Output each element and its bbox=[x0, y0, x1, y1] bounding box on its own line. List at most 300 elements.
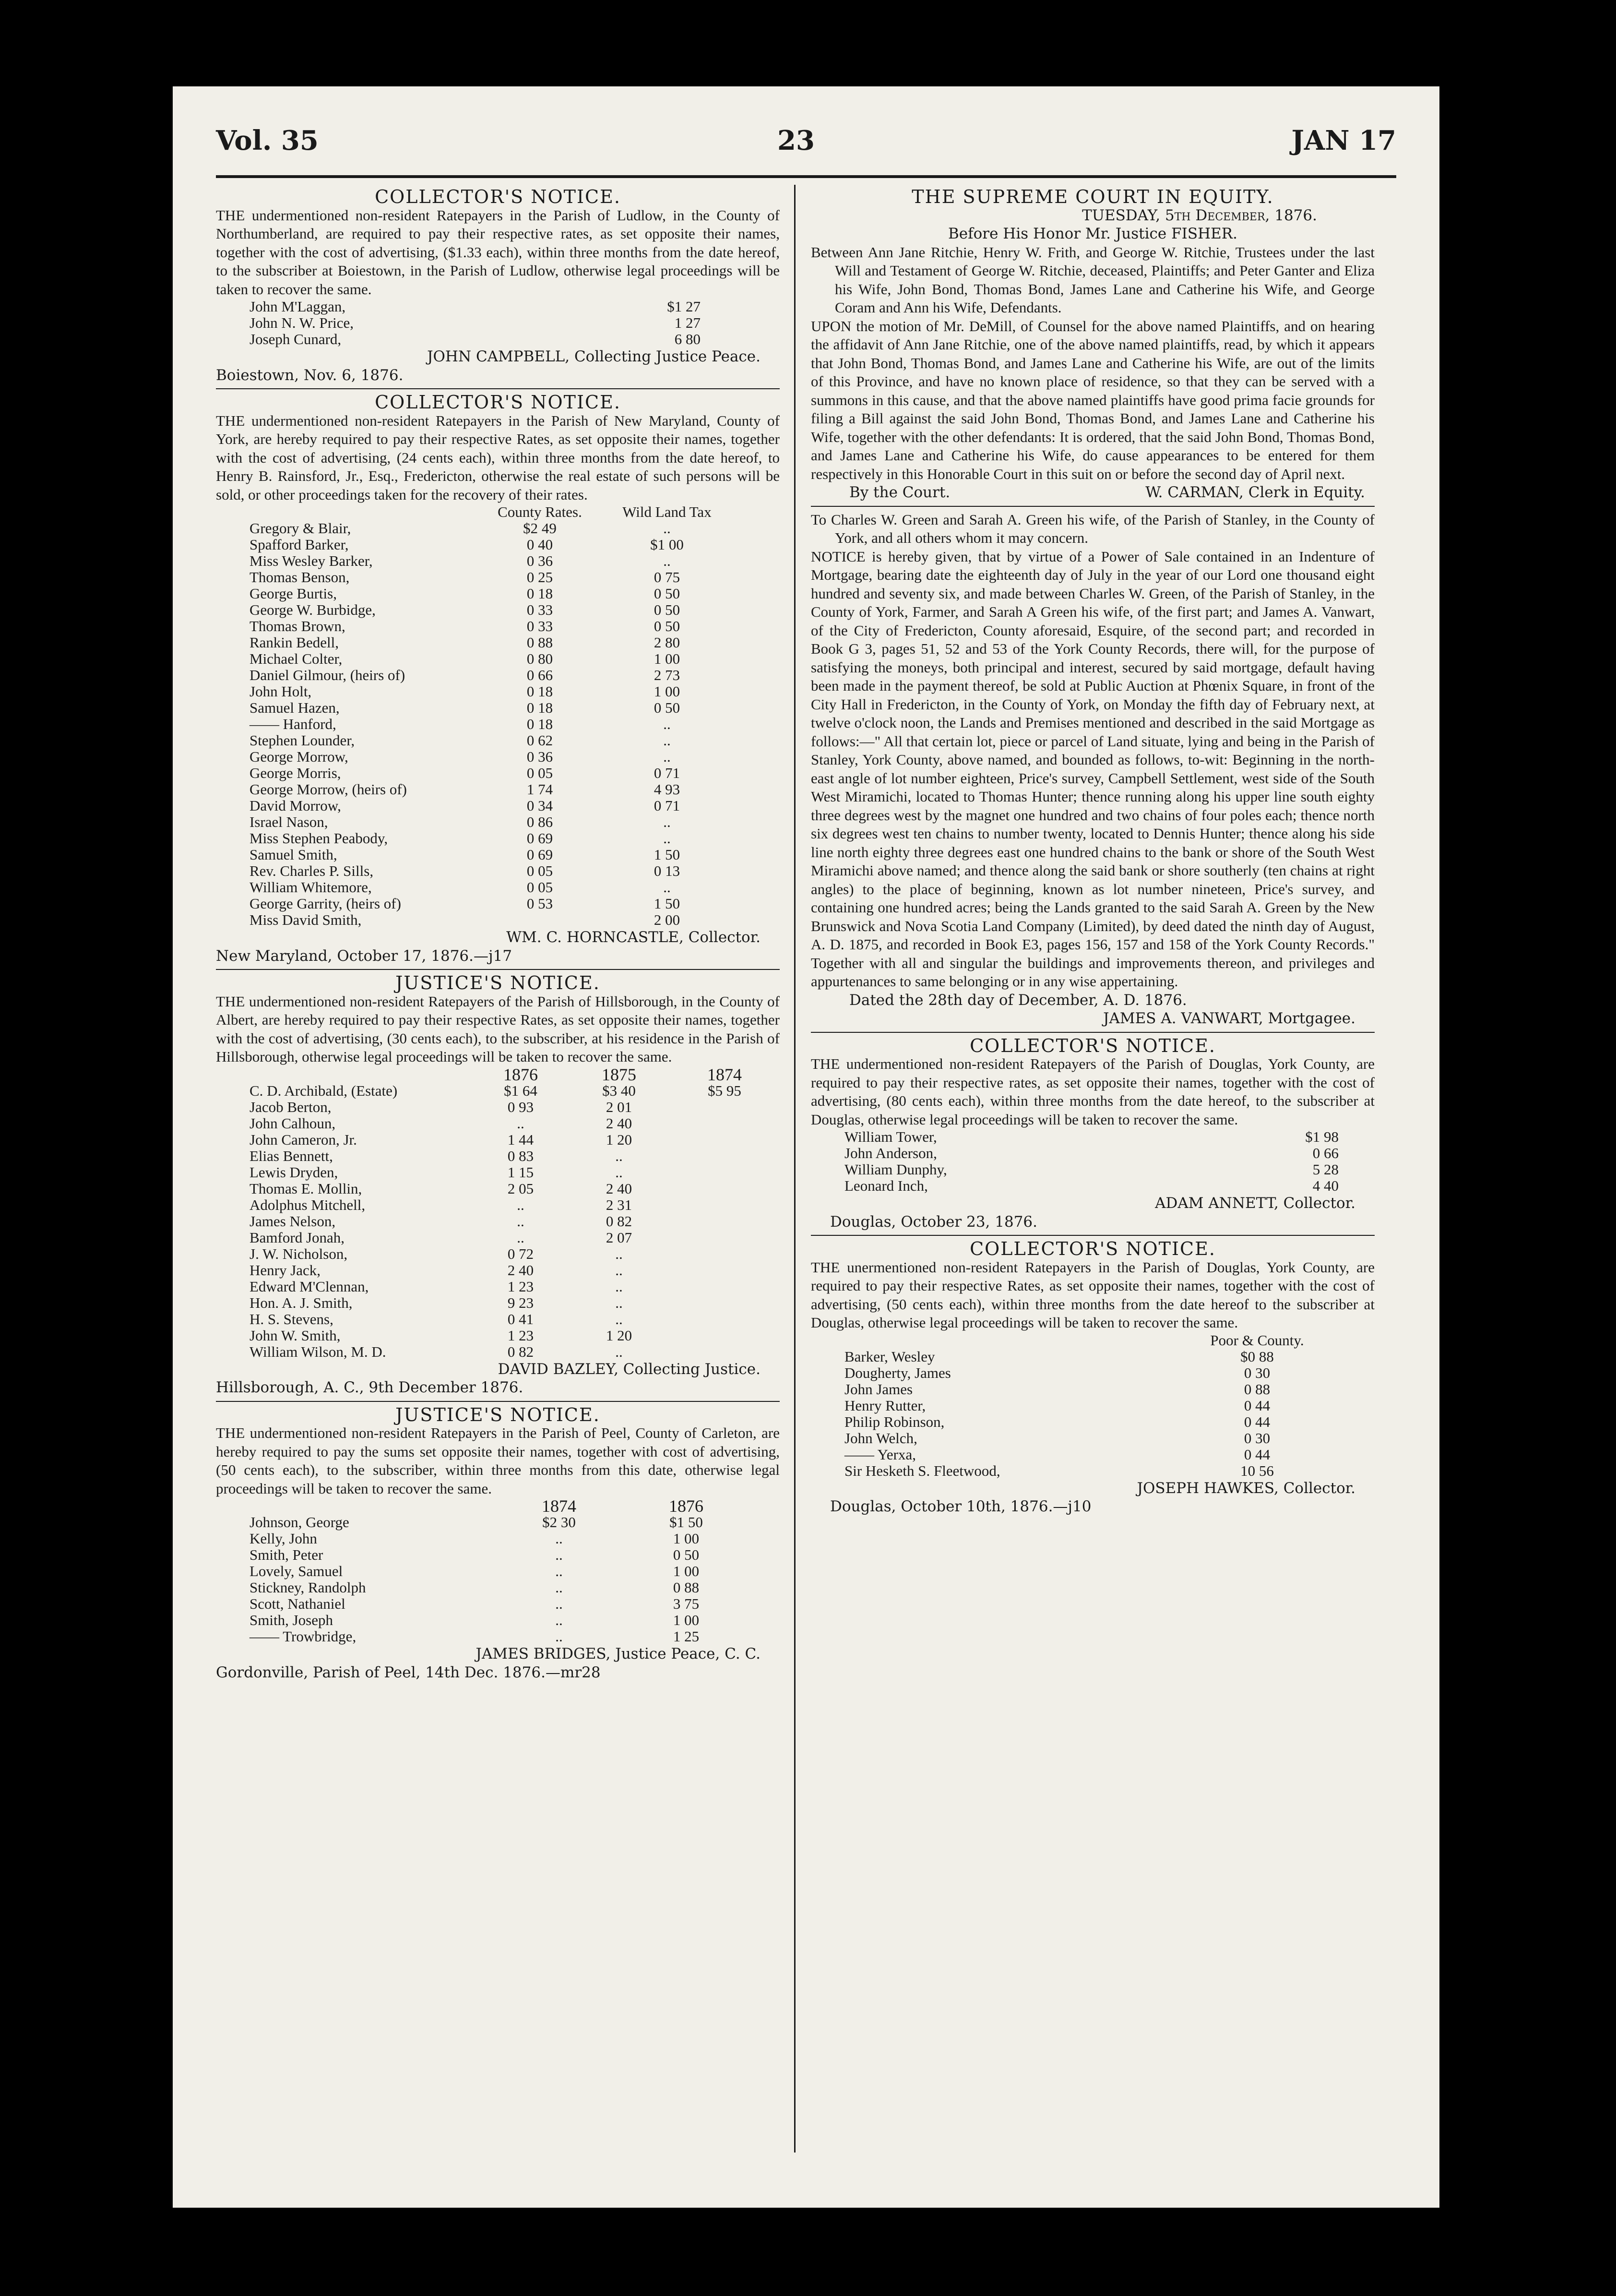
ratepayer-name: William Whitemore, bbox=[250, 879, 372, 896]
table-row bbox=[216, 683, 739, 700]
ratepayer-name: C. D. Archibald, (Estate) bbox=[250, 1082, 398, 1099]
rate-1874: .. bbox=[555, 1530, 563, 1547]
ratepayer-name: Bamford Jonah, bbox=[250, 1229, 345, 1246]
rate-1876: 1 23 bbox=[507, 1327, 534, 1344]
section-rule bbox=[811, 506, 1375, 507]
notice-ludlow bbox=[216, 188, 780, 384]
table-row bbox=[216, 749, 739, 765]
wild-land-tax: 1 50 bbox=[654, 846, 680, 863]
rate-amount: 1 27 bbox=[674, 314, 701, 331]
rate-1875: 1 20 bbox=[606, 1327, 632, 1344]
column-header: Wild Land Tax bbox=[622, 503, 712, 520]
table-row bbox=[216, 618, 739, 634]
table-row bbox=[216, 912, 739, 928]
rate-amount: 5 28 bbox=[1312, 1161, 1339, 1178]
section-rule bbox=[216, 388, 780, 389]
ratepayer-name: Dougherty, James bbox=[844, 1364, 951, 1381]
rate-1875: .. bbox=[615, 1310, 623, 1327]
rate-1874 bbox=[672, 1099, 777, 1115]
wild-land-tax: $1 00 bbox=[650, 536, 684, 553]
rate-1876: 9 23 bbox=[507, 1294, 534, 1311]
rate-1874: .. bbox=[555, 1612, 563, 1628]
rates-table bbox=[811, 1129, 1339, 1194]
wild-land-tax: .. bbox=[663, 748, 671, 765]
ratepayer-name: George Morris, bbox=[250, 765, 341, 781]
rate-amount: 0 30 bbox=[1244, 1429, 1271, 1447]
rates-table bbox=[811, 1332, 1319, 1479]
wild-land-tax: 0 50 bbox=[654, 585, 680, 602]
notice-signature: JOSEPH HAWKES, Collector. bbox=[1137, 1479, 1355, 1497]
rate-1874 bbox=[672, 1344, 777, 1360]
table-row bbox=[216, 1164, 777, 1181]
wild-land-tax: 0 50 bbox=[654, 601, 680, 618]
rate-1874: .. bbox=[555, 1628, 563, 1645]
table-row bbox=[811, 1365, 1319, 1381]
rate-amount: 10 56 bbox=[1240, 1462, 1274, 1479]
ratepayer-name: John James bbox=[844, 1380, 913, 1398]
rate-amount: 0 88 bbox=[1244, 1380, 1271, 1398]
table-row bbox=[216, 863, 739, 879]
wild-land-tax: 1 00 bbox=[654, 650, 680, 667]
ratepayer-name: Barker, Wesley bbox=[844, 1348, 935, 1365]
table-row bbox=[811, 1447, 1319, 1463]
table-row bbox=[216, 781, 739, 798]
ratepayer-name: H. S. Stevens, bbox=[250, 1310, 333, 1327]
notice-title: COLLECTOR'S NOTICE. bbox=[375, 186, 621, 207]
rate-1874 bbox=[672, 1164, 777, 1181]
ratepayer-name: Israel Nason, bbox=[250, 813, 328, 830]
table-row bbox=[216, 1083, 777, 1099]
ratepayer-name: Lewis Dryden, bbox=[250, 1163, 338, 1181]
wild-land-tax: 4 93 bbox=[654, 781, 680, 798]
notice-text: THE undermentioned non-resident Ratepayers in the Parish of Ludlow, in the County of Northumberland, are required to pay their respective rates, as set opposite their names, together with the cost of advertising, ($1.33 each), within three months from the date hereof, to the subscriber at Boiestown, in the Parish of Ludlow, otherwise legal proceedings will be taken to recover the same. bbox=[216, 206, 780, 298]
table-row bbox=[216, 1115, 777, 1132]
wild-land-tax: .. bbox=[663, 732, 671, 749]
mortgage-text: NOTICE is hereby given, that by virtue of a Power of Sale contained in an Indenture of Mortgage, bearing date the eighteenth day of July in the year of our Lord one thousand eight hundred and seventy six, and made between Charles W. Green, of the Parish of Stanley, in the County of York, Farmer, and Sarah A Green his wife, of the first part; and James A. Vanwart, of the City of Fredericton, County aforesaid, Esquire, of the second part; and recorded in Book G 3, pages 51, 52 and 53 of the York County Records, there will, for the purpose of satisfying the moneys, both principal and interest, secured by said mortgage, default having been made in the payment thereof, be sold at Public Auction at Phœnix Square, in front of the City Hall in Fredericton, in the County of York, on Monday the fifth day of February next, at twelve o'clock noon, the Lands and Premises mentioned and described in the said Mortgage as follows:—" All that certain lot, piece or parcel of Land situate, lying and being in the Parish of Stanley, York County, above named, and bounded as follows, to-wit: Beginning in the north-east angle of lot number eighteen, Price's survey, Campbell Settlement, west side of the South West Miramichi, located to Thomas Hunter; thence running along his upper line south eighty three degrees west by the magnet one hundred and two chains of four poles each; thence north six degrees west ten chains to number twenty, located to Dennis Hunter; thence along his side line north eighty three degrees east one hundred chains to the bank or shore of the South West Miramichi above named; and thence along the said bank or shore southerly (ten chains at right angles) to the place of beginning, known as lot number nineteen, Price's survey, and containing one hundred acres; being the Lands granted to the said Sarah A. Green by the New Brunswick and Nova Scotia Land Company (Limited), by deed dated the ninth day of August, A. D. 1875, and recorded in Book E3, pages 156, 157 and 158 of the York County Records." Together with all and singular the buildings and improvements thereon, and privileges and appurtenances to same belonging or in any wise appertaining. bbox=[811, 548, 1375, 990]
table-row bbox=[811, 1414, 1319, 1430]
column-header: Poor & County. bbox=[1210, 1331, 1304, 1349]
rate-amount: $1 27 bbox=[667, 298, 701, 315]
table-row bbox=[216, 732, 739, 749]
rate-1874 bbox=[672, 1327, 777, 1344]
county-rate: 0 18 bbox=[526, 699, 553, 716]
table-row bbox=[216, 1628, 758, 1645]
wild-land-tax: .. bbox=[663, 520, 671, 537]
ratepayer-name: Hon. A. J. Smith, bbox=[250, 1294, 353, 1311]
ratepayer-name: Rev. Charles P. Sills, bbox=[250, 862, 374, 879]
wild-land-tax: 0 75 bbox=[654, 569, 680, 586]
rate-1876: $1 50 bbox=[669, 1514, 703, 1531]
ratepayer-name: Miss David Smith, bbox=[250, 911, 362, 928]
wild-land-tax: 2 00 bbox=[654, 911, 680, 928]
county-rate: 0 05 bbox=[526, 879, 553, 896]
county-rate: 0 05 bbox=[526, 862, 553, 879]
county-rate: 0 80 bbox=[526, 650, 553, 667]
ratepayer-name: J. W. Nicholson, bbox=[250, 1245, 348, 1262]
rate-1876: $1 64 bbox=[504, 1082, 537, 1099]
rate-1874 bbox=[672, 1148, 777, 1164]
rate-amount: 4 40 bbox=[1312, 1177, 1339, 1194]
notice-signature: ADAM ANNETT, Collector. bbox=[1155, 1195, 1355, 1212]
county-rate: 1 74 bbox=[526, 781, 553, 798]
county-rate: 0 34 bbox=[526, 797, 553, 814]
table-row bbox=[216, 1181, 777, 1197]
table-row bbox=[216, 798, 739, 814]
notice-dateline: Douglas, October 23, 1876. bbox=[830, 1213, 1038, 1231]
rate-1876: 1 23 bbox=[507, 1278, 534, 1295]
ratepayer-name: William Wilson, M. D. bbox=[250, 1343, 386, 1360]
mortgage-dated: Dated the 28th day of December, A. D. 1876. bbox=[849, 991, 1187, 1009]
rate-1876: 2 40 bbox=[507, 1261, 534, 1279]
ratepayer-name: Miss Stephen Peabody, bbox=[250, 830, 388, 847]
table-row bbox=[216, 1148, 777, 1164]
notice-signature: DAVID BAZLEY, Collecting Justice. bbox=[498, 1360, 760, 1378]
ratepayer-name: Kelly, John bbox=[250, 1530, 317, 1547]
column-header: County Rates. bbox=[498, 503, 582, 520]
rate-1875: 2 40 bbox=[606, 1114, 632, 1132]
ratepayer-name: John W. Smith, bbox=[250, 1327, 341, 1344]
left-column bbox=[216, 185, 780, 1682]
rate-1876: 1 00 bbox=[673, 1530, 700, 1547]
rate-1876: 1 15 bbox=[507, 1163, 534, 1181]
ratepayer-name: George W. Burbidge, bbox=[250, 601, 376, 618]
ratepayer-name: Stephen Lounder, bbox=[250, 732, 355, 749]
notice-signature: JAMES BRIDGES, Justice Peace, C. C. bbox=[475, 1645, 760, 1662]
mortgage-signature: JAMES A. VANWART, Mortgagee. bbox=[1103, 1010, 1355, 1027]
county-rate bbox=[485, 912, 595, 928]
table-row bbox=[216, 830, 739, 847]
ratepayer-name: John Calhoun, bbox=[250, 1114, 336, 1132]
rate-1874 bbox=[672, 1181, 777, 1197]
table-row bbox=[216, 537, 739, 553]
ratepayer-name: Daniel Gilmour, (heirs of) bbox=[250, 667, 405, 683]
rate-1876: 1 44 bbox=[507, 1131, 534, 1148]
table-row bbox=[811, 1430, 1319, 1447]
table-row bbox=[811, 1398, 1319, 1414]
table-row bbox=[216, 1262, 777, 1279]
rate-1875: 0 82 bbox=[606, 1212, 632, 1230]
right-column bbox=[811, 185, 1375, 1516]
ratepayer-name: Philip Robinson, bbox=[844, 1413, 945, 1430]
notice-text: THE undermentioned non-resident Ratepayers in the Parish of Peel, County of Carleton, are hereby required to pay the sums set opposite their names, together with cost of advertising, (50 cents each), to the subscriber, within three months from this date, otherwise legal proceedings will be taken to recover the same. bbox=[216, 1424, 780, 1497]
ratepayer-name: Samuel Hazen, bbox=[250, 699, 340, 716]
ratepayer-name: John Cameron, Jr. bbox=[250, 1131, 357, 1148]
county-rate: 0 33 bbox=[526, 618, 553, 634]
supreme-court-notice bbox=[811, 188, 1375, 502]
table-row bbox=[216, 1279, 777, 1295]
table-row bbox=[216, 1099, 777, 1115]
rate-amount: 0 30 bbox=[1244, 1364, 1271, 1381]
ratepayer-name: John Anderson, bbox=[844, 1145, 937, 1161]
table-header bbox=[216, 504, 739, 520]
court-order-text: UPON the motion of Mr. DeMill, of Counsel for the above named Plaintiffs, and on hearing the affidavit of Ann Jane Ritchie, one of the above named plaintiffs, read, by which it appears that John Bond, Thomas Bond, and James Lane and Catherine his Wife, are out of the limits of this Province, and have no known place of residence, so that they can be served with a summons in this cause, and that the above named plaintiffs have good prima facie grounds for filing a Bill against the said John Bond, Thomas Bond, and James Lane and Catherine his Wife, together with the other defendants: It is ordered, that the said John Bond, Thomas Bond, and James Lane and Catherine his Wife, do cause appearances to be entered for them respectively in this Honorable Court in this suit on or before the second day of April next. bbox=[811, 317, 1375, 482]
notice-text: THE undermentioned non-resident Ratepayers of the Parish of Hillsborough, in the County of Albert, are hereby required to pay their respective Rates, as set opposite their names, together with the cost of advertising, (30 cents each), to the subscriber, at his residence in the Parish of Hillsborough, otherwise legal proceedings will be taken to recover the same. bbox=[216, 993, 780, 1065]
table-row bbox=[811, 1145, 1339, 1161]
table-row bbox=[216, 1327, 777, 1344]
notice-douglas-2 bbox=[811, 1240, 1375, 1516]
ratepayer-name: Miss Wesley Barker, bbox=[250, 552, 373, 569]
section-rule bbox=[811, 1032, 1375, 1033]
notice-signature: JOHN CAMPBELL, Collecting Justice Peace. bbox=[427, 348, 760, 365]
rate-1876: 0 41 bbox=[507, 1310, 534, 1327]
rates-table bbox=[216, 504, 739, 928]
county-rate: 0 88 bbox=[526, 634, 553, 651]
table-row bbox=[216, 553, 739, 569]
county-rate: 0 40 bbox=[526, 536, 553, 553]
wild-land-tax: 0 71 bbox=[654, 797, 680, 814]
ratepayer-name: Henry Rutter, bbox=[844, 1397, 926, 1414]
county-rate: $2 49 bbox=[523, 520, 557, 537]
ratepayer-name: —— Yerxa, bbox=[844, 1446, 916, 1463]
notice-title: COLLECTOR'S NOTICE. bbox=[970, 1035, 1216, 1056]
wild-land-tax: .. bbox=[663, 552, 671, 569]
table-row bbox=[216, 634, 739, 651]
table-row bbox=[216, 569, 739, 586]
notice-hillsborough bbox=[216, 974, 780, 1397]
table-row bbox=[811, 1129, 1339, 1145]
ratepayer-name: Sir Hesketh S. Fleetwood, bbox=[844, 1462, 1000, 1479]
county-rate: 0 69 bbox=[526, 846, 553, 863]
notice-dateline: New Maryland, October 17, 1876.—j17 bbox=[216, 947, 512, 965]
rate-1874 bbox=[672, 1115, 777, 1132]
rate-1876: 0 82 bbox=[507, 1343, 534, 1360]
table-row bbox=[216, 814, 739, 830]
rate-1876: .. bbox=[517, 1114, 524, 1132]
rate-amount: 6 80 bbox=[674, 331, 701, 347]
rate-1874 bbox=[672, 1197, 777, 1213]
rate-1874 bbox=[672, 1246, 777, 1262]
court-title: THE SUPREME COURT IN EQUITY. bbox=[912, 186, 1274, 207]
ratepayer-name: Smith, Peter bbox=[250, 1546, 323, 1563]
wild-land-tax: .. bbox=[663, 830, 671, 847]
ratepayer-name: Lovely, Samuel bbox=[250, 1563, 343, 1579]
table-row bbox=[216, 896, 739, 912]
ratepayer-name: Edward M'Clennan, bbox=[250, 1278, 369, 1295]
rate-1875: .. bbox=[615, 1294, 623, 1311]
wild-land-tax: .. bbox=[663, 716, 671, 732]
county-rate: 0 05 bbox=[526, 765, 553, 781]
notice-dateline: Hillsborough, A. C., 9th December 1876. bbox=[216, 1379, 523, 1396]
ratepayer-name: —— Hanford, bbox=[250, 716, 336, 732]
ratepayer-name: Scott, Nathaniel bbox=[250, 1595, 345, 1612]
county-rate: 0 66 bbox=[526, 667, 553, 683]
column-divider bbox=[794, 185, 796, 2152]
year-header: 1876 bbox=[503, 1064, 538, 1084]
year-header: 1876 bbox=[669, 1496, 703, 1516]
table-row bbox=[811, 1381, 1319, 1398]
rate-1874: .. bbox=[555, 1546, 563, 1563]
gazette-page bbox=[173, 86, 1439, 2208]
rate-1876: .. bbox=[517, 1229, 524, 1246]
table-row bbox=[216, 847, 739, 863]
table-header bbox=[216, 1498, 758, 1514]
ratepayer-name: Samuel Smith, bbox=[250, 846, 337, 863]
rate-1874 bbox=[672, 1279, 777, 1295]
ratepayer-name: David Morrow, bbox=[250, 797, 341, 814]
rate-1875: .. bbox=[615, 1278, 623, 1295]
table-row bbox=[216, 1563, 758, 1579]
year-header: 1875 bbox=[602, 1064, 636, 1084]
rate-1874 bbox=[672, 1295, 777, 1311]
rate-1874 bbox=[672, 1132, 777, 1148]
ratepayer-name: George Burtis, bbox=[250, 585, 337, 602]
page-header bbox=[216, 125, 1396, 173]
rate-1874 bbox=[672, 1213, 777, 1230]
rate-1875: .. bbox=[615, 1163, 623, 1181]
section-rule bbox=[216, 969, 780, 970]
ratepayer-name: —— Trowbridge, bbox=[250, 1628, 356, 1645]
rate-amount: $0 88 bbox=[1240, 1348, 1274, 1365]
table-row bbox=[216, 879, 739, 896]
table-row bbox=[216, 1311, 777, 1327]
ratepayer-name: John Holt, bbox=[250, 683, 312, 700]
court-clerk: W. CARMAN, Clerk in Equity. bbox=[1145, 484, 1365, 501]
ratepayer-name: William Tower, bbox=[844, 1128, 937, 1145]
ratepayer-name: Stickney, Randolph bbox=[250, 1579, 366, 1596]
ratepayer-name: Spafford Barker, bbox=[250, 536, 349, 553]
rate-1876: 0 50 bbox=[673, 1546, 700, 1563]
ratepayer-name: Rankin Bedell, bbox=[250, 634, 339, 651]
notice-text: THE unermentioned non-resident Ratepayers in the Parish of Douglas, York County, are required to pay their respective Rates, as set opposite their names, together with the cost of advertising, (50 cents each), within three months from the date hereof to the subscriber at Douglas, otherwise legal proceedings will be taken to recover the same. bbox=[811, 1258, 1375, 1331]
ratepayer-name: Jacob Berton, bbox=[250, 1098, 332, 1115]
rate-amount: 0 44 bbox=[1244, 1446, 1271, 1463]
ratepayer-name: George Morrow, (heirs of) bbox=[250, 781, 407, 798]
county-rate: 0 18 bbox=[526, 683, 553, 700]
table-row bbox=[216, 1344, 777, 1360]
rates-table bbox=[216, 299, 701, 347]
table-row bbox=[216, 1132, 777, 1148]
wild-land-tax: .. bbox=[663, 813, 671, 830]
table-row bbox=[811, 1349, 1319, 1365]
table-row bbox=[216, 1295, 777, 1311]
ratepayer-name: Gregory & Blair, bbox=[250, 520, 351, 537]
ratepayer-name: Adolphus Mitchell, bbox=[250, 1196, 366, 1213]
notice-new-maryland bbox=[216, 393, 780, 965]
notice-title: JUSTICE'S NOTICE. bbox=[395, 1404, 600, 1425]
table-row bbox=[216, 1547, 758, 1563]
ratepayer-name: Johnson, George bbox=[250, 1514, 349, 1531]
rate-1876: 1 25 bbox=[673, 1628, 700, 1645]
wild-land-tax: 1 00 bbox=[654, 683, 680, 700]
county-rate: 0 69 bbox=[526, 830, 553, 847]
rate-amount: 0 44 bbox=[1244, 1397, 1271, 1414]
notice-peel bbox=[216, 1406, 780, 1682]
table-row bbox=[216, 586, 739, 602]
rate-1875: .. bbox=[615, 1245, 623, 1262]
rate-amount: $1 98 bbox=[1305, 1128, 1339, 1145]
notice-dateline: Douglas, October 10th, 1876.—j10 bbox=[830, 1498, 1092, 1515]
ratepayer-name: John M'Laggan, bbox=[250, 298, 346, 315]
rate-1875: 2 40 bbox=[606, 1180, 632, 1197]
ratepayer-name: John Welch, bbox=[844, 1429, 917, 1447]
ratepayer-name: George Morrow, bbox=[250, 748, 348, 765]
table-row bbox=[216, 1197, 777, 1213]
table-row bbox=[216, 1213, 777, 1230]
rate-1876: 0 93 bbox=[507, 1098, 534, 1115]
wild-land-tax: 0 71 bbox=[654, 765, 680, 781]
wild-land-tax: 0 50 bbox=[654, 618, 680, 634]
table-row bbox=[216, 331, 701, 347]
table-row bbox=[216, 716, 739, 732]
rate-1875: 1 20 bbox=[606, 1131, 632, 1148]
court-judge: Before His Honor Mr. Justice FISHER. bbox=[948, 225, 1237, 242]
table-row bbox=[216, 1579, 758, 1596]
rate-1874 bbox=[672, 1311, 777, 1327]
ratepayer-name: James Nelson, bbox=[250, 1212, 336, 1230]
table-row bbox=[216, 602, 739, 618]
ratepayer-name: Smith, Joseph bbox=[250, 1612, 333, 1628]
rate-1875: .. bbox=[615, 1343, 623, 1360]
wild-land-tax: 1 50 bbox=[654, 895, 680, 912]
court-parties: Between Ann Jane Ritchie, Henry W. Frith, and George W. Ritchie, Trustees under the last Will and Testament of George W. Ritchie, deceased, Plaintiffs; and Peter Ganter and Eliza his Wife, John Bond, Thomas Bond, James Lane and Catherine his Wife, and George Coram and Ann his Wife, Defendants. bbox=[811, 243, 1375, 316]
ratepayer-name: Henry Jack, bbox=[250, 1261, 321, 1279]
table-row bbox=[216, 765, 739, 781]
rate-1876: 0 72 bbox=[507, 1245, 534, 1262]
rate-1876: .. bbox=[517, 1212, 524, 1230]
page-number: 23 bbox=[777, 125, 815, 156]
table-row bbox=[216, 700, 739, 716]
wild-land-tax: 0 13 bbox=[654, 862, 680, 879]
rate-1876: 3 75 bbox=[673, 1595, 700, 1612]
rate-1875: 2 31 bbox=[606, 1196, 632, 1213]
table-header bbox=[811, 1332, 1319, 1349]
table-row bbox=[216, 1514, 758, 1531]
ratepayer-name: Michael Colter, bbox=[250, 650, 343, 667]
wild-land-tax: .. bbox=[663, 879, 671, 896]
ratepayer-name: John N. W. Price, bbox=[250, 314, 354, 331]
notice-text: THE undermentioned non-resident Ratepayers of the Parish of Douglas, York County, are required to pay their respective rates, as set opposite their names, together with the cost of advertising, (80 cents each), within three months from the date hereof, to the subscriber at Douglas, otherwise legal proceedings will be taken to recover the same. bbox=[811, 1055, 1375, 1128]
rate-1874 bbox=[672, 1262, 777, 1279]
mortgage-sale-notice bbox=[811, 511, 1375, 1028]
county-rate: 0 18 bbox=[526, 585, 553, 602]
court-session: TUESDAY, 5th December, 1876. bbox=[1082, 206, 1317, 224]
court-by: By the Court. bbox=[849, 484, 951, 501]
table-row bbox=[216, 1531, 758, 1547]
ratepayer-name: George Garrity, (heirs of) bbox=[250, 895, 401, 912]
rate-1874: $2 30 bbox=[542, 1514, 576, 1531]
wild-land-tax: 2 80 bbox=[654, 634, 680, 651]
table-row bbox=[216, 651, 739, 667]
ratepayer-name: Joseph Cunard, bbox=[250, 331, 342, 347]
rate-1875: .. bbox=[615, 1261, 623, 1279]
rate-1876: 0 83 bbox=[507, 1147, 534, 1164]
rate-amount: 0 44 bbox=[1244, 1413, 1271, 1430]
wild-land-tax: 2 73 bbox=[654, 667, 680, 683]
notice-title: COLLECTOR'S NOTICE. bbox=[970, 1238, 1216, 1259]
rate-1876: 2 05 bbox=[507, 1180, 534, 1197]
county-rate: 0 18 bbox=[526, 716, 553, 732]
rate-1875: 2 07 bbox=[606, 1229, 632, 1246]
ratepayer-name: William Dunphy, bbox=[844, 1161, 947, 1178]
rate-amount: 0 66 bbox=[1312, 1145, 1339, 1161]
rate-1874: .. bbox=[555, 1579, 563, 1596]
rate-1875: 2 01 bbox=[606, 1098, 632, 1115]
year-header: 1874 bbox=[542, 1496, 576, 1516]
section-rule bbox=[216, 1401, 780, 1402]
table-row bbox=[216, 1596, 758, 1612]
table-header bbox=[216, 1066, 777, 1083]
notice-text: THE undermentioned non-resident Ratepayers in the Parish of New Maryland, County of York, are hereby required to pay their respective Rates, as set opposite their names, together with the cost of advertising, (24 cents each), within three months from the date hereof, to Henry B. Rainsford, Jr., Esq., Fredericton, otherwise the real estate of such persons will be sold, or other proceedings taken for the recovery of their rates. bbox=[216, 412, 780, 503]
county-rate: 0 33 bbox=[526, 601, 553, 618]
rate-1876: 1 00 bbox=[673, 1612, 700, 1628]
section-rule bbox=[811, 1235, 1375, 1236]
rate-1876: .. bbox=[517, 1196, 524, 1213]
table-row bbox=[811, 1463, 1319, 1479]
notice-title: JUSTICE'S NOTICE. bbox=[395, 972, 600, 993]
table-row bbox=[216, 315, 701, 331]
rate-1874: $5 95 bbox=[708, 1082, 741, 1099]
rates-table bbox=[216, 1066, 777, 1360]
